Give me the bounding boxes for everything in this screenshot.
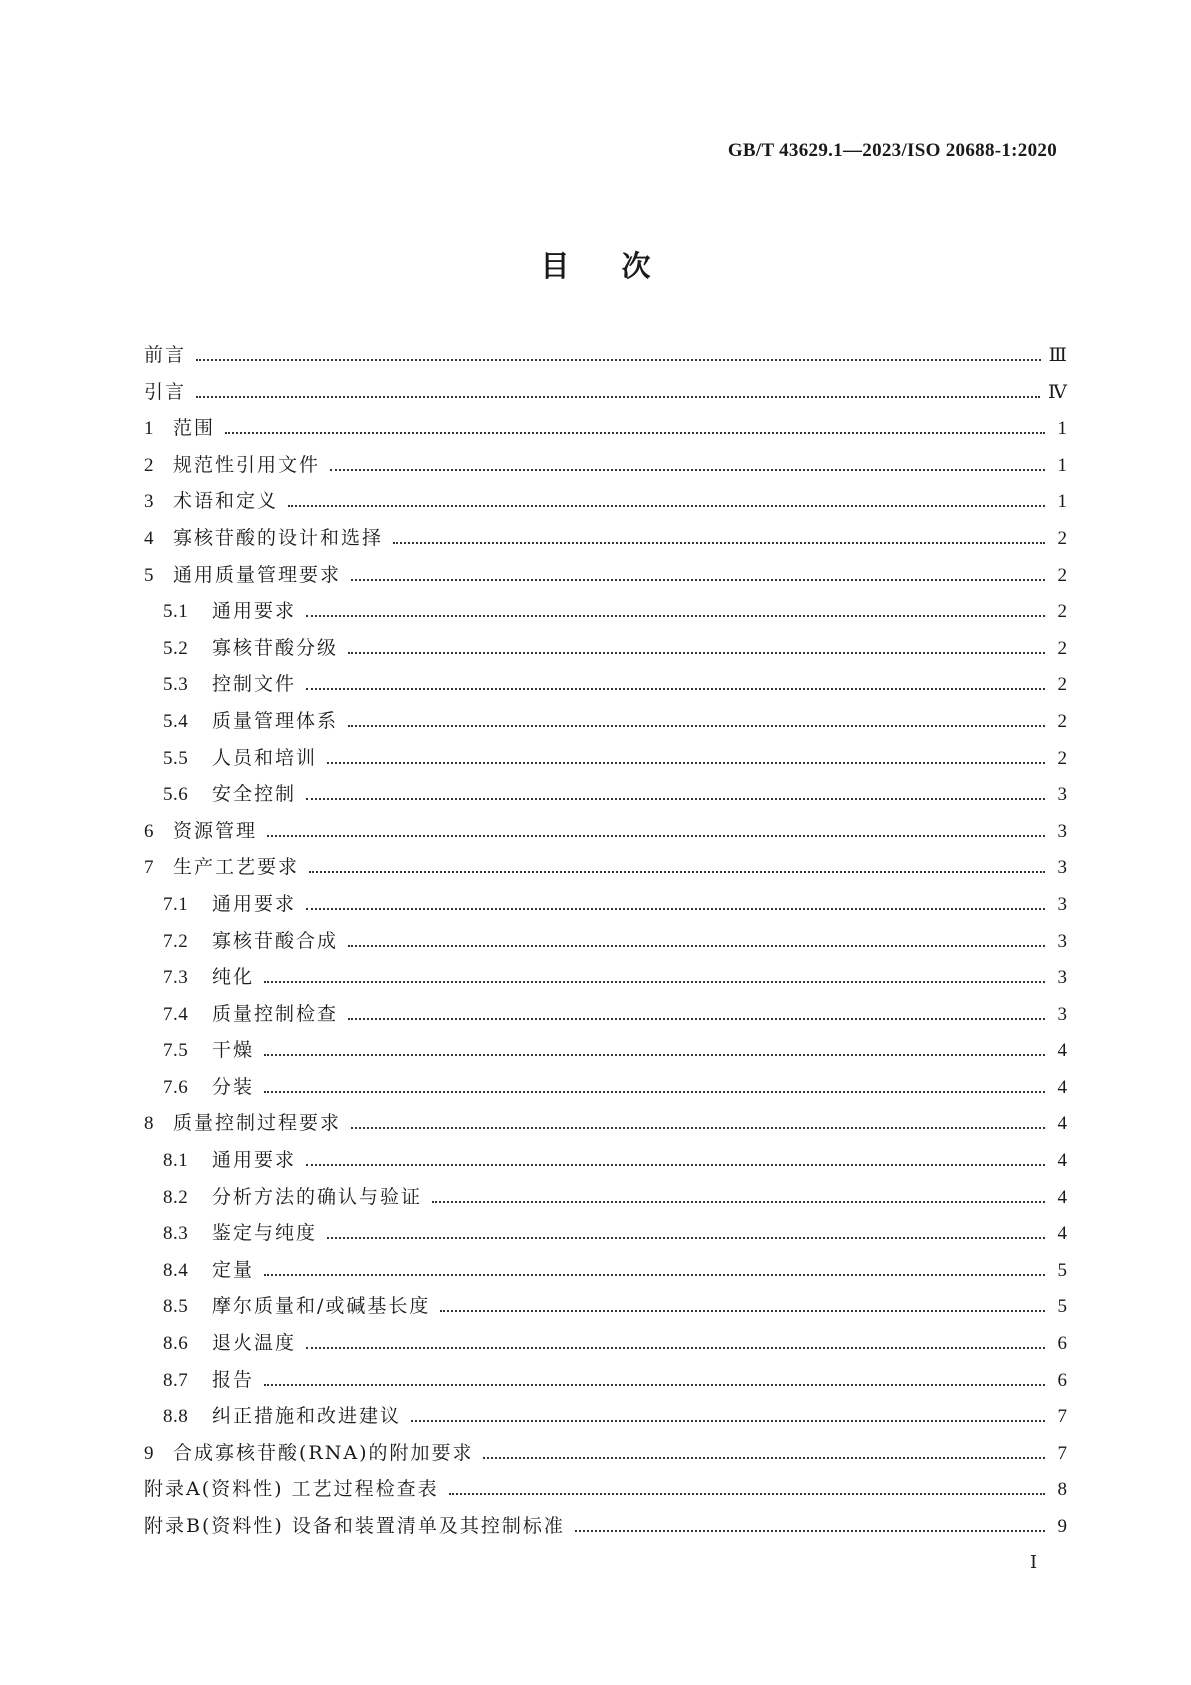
- toc-entry[interactable]: [144, 633, 1067, 670]
- toc-entry-title: 人员和培训: [212, 746, 318, 769]
- toc-dot-leader: [348, 945, 1045, 947]
- toc-entry-page: 4: [1057, 1150, 1067, 1172]
- toc-entry-title: 质量控制检查: [212, 1002, 339, 1025]
- toc-dot-leader: [449, 1493, 1045, 1495]
- toc-dot-leader: [288, 505, 1045, 507]
- page-number: Ⅰ: [1030, 1552, 1038, 1572]
- toc-entry-page: 1: [1057, 454, 1067, 476]
- toc-entry-number: 5.1: [163, 601, 189, 623]
- toc-entry-number: 7.5: [163, 1040, 189, 1062]
- toc-entry-page: Ⅲ: [1048, 345, 1067, 366]
- table-of-contents: [144, 340, 1067, 1548]
- toc-dot-leader: [264, 981, 1045, 983]
- toc-dot-leader: [306, 1347, 1045, 1349]
- toc-entry-page: 3: [1057, 930, 1067, 952]
- toc-entry-page: 3: [1057, 893, 1067, 915]
- toc-entry-title: 分装: [212, 1075, 255, 1098]
- toc-entry-title: 定量: [212, 1258, 255, 1281]
- toc-entry-title: 附录A(资料性) 工艺过程检查表: [144, 1478, 439, 1501]
- toc-entry-number: 5.3: [163, 674, 189, 696]
- toc-entry-number: 5.6: [163, 784, 189, 806]
- toc-entry-number: 8.8: [163, 1406, 189, 1428]
- toc-entry-title: 鉴定与纯度: [212, 1222, 318, 1245]
- toc-entry-page: 2: [1057, 674, 1067, 696]
- toc-entry-title: 范围: [173, 417, 216, 440]
- toc-entry-title: 前言: [144, 344, 187, 366]
- toc-dot-leader: [306, 615, 1045, 617]
- toc-entry-number: 9: [144, 1442, 154, 1464]
- toc-entry[interactable]: [144, 926, 1067, 963]
- toc-dot-leader: [432, 1201, 1045, 1203]
- toc-entry-number: 7.1: [163, 893, 189, 915]
- toc-entry[interactable]: [144, 560, 1067, 597]
- toc-entry-number: 6: [144, 820, 154, 842]
- toc-entry-page: 2: [1057, 601, 1067, 623]
- toc-entry-number: 7: [144, 857, 154, 879]
- toc-entry-title: 质量管理体系: [212, 709, 339, 732]
- toc-dot-leader: [309, 871, 1045, 873]
- toc-dot-leader: [411, 1420, 1045, 1422]
- toc-entry-number: 8.2: [163, 1186, 189, 1208]
- toc-entry-page: 5: [1057, 1296, 1067, 1318]
- toc-entry-number: 7.4: [163, 1003, 189, 1025]
- toc-entry-number: 2: [144, 454, 154, 476]
- toc-entry-page: 2: [1057, 564, 1067, 586]
- toc-entry-page: 2: [1057, 527, 1067, 549]
- toc-entry[interactable]: [144, 450, 1067, 487]
- toc-dot-leader: [267, 835, 1045, 837]
- toc-entry[interactable]: [144, 1365, 1067, 1402]
- toc-entry-title: 寡核苷酸的设计和选择: [173, 526, 384, 549]
- toc-dot-leader: [330, 469, 1045, 471]
- toc-dot-leader: [264, 1274, 1045, 1276]
- toc-entry[interactable]: [144, 889, 1067, 926]
- toc-entry-page: 2: [1057, 747, 1067, 769]
- toc-entry[interactable]: [144, 706, 1067, 743]
- page-title: 目次: [540, 249, 703, 283]
- toc-entry-title: 资源管理: [173, 819, 258, 842]
- toc-dot-leader: [483, 1457, 1045, 1459]
- toc-entry-number: 5.5: [163, 747, 189, 769]
- toc-dot-leader: [196, 396, 1040, 398]
- toc-entry[interactable]: [144, 340, 1067, 377]
- toc-entry[interactable]: [144, 1474, 1067, 1511]
- toc-entry[interactable]: [144, 1511, 1067, 1548]
- toc-entry[interactable]: [144, 523, 1067, 560]
- toc-entry-page: 3: [1057, 820, 1067, 842]
- toc-entry-title: 退火温度: [212, 1332, 297, 1355]
- toc-entry-title: 合成寡核苷酸(RNA)的附加要求: [173, 1441, 474, 1464]
- toc-entry-page: Ⅳ: [1048, 381, 1067, 403]
- toc-entry-title: 寡核苷酸合成: [212, 929, 339, 952]
- toc-entry-title: 通用质量管理要求: [173, 563, 342, 586]
- toc-entry-page: 1: [1057, 491, 1067, 513]
- toc-entry-title: 安全控制: [212, 783, 297, 806]
- toc-entry-number: 3: [144, 491, 154, 513]
- toc-entry-page: 4: [1057, 1076, 1067, 1098]
- toc-entry-title: 控制文件: [212, 673, 297, 696]
- toc-entry-page: 7: [1057, 1406, 1067, 1428]
- toc-entry-number: 7.2: [163, 930, 189, 952]
- toc-entry[interactable]: [144, 962, 1067, 999]
- toc-dot-leader: [225, 432, 1045, 434]
- toc-entry-number: 8.1: [163, 1150, 189, 1172]
- toc-entry-page: 4: [1057, 1040, 1067, 1062]
- toc-entry-title: 术语和定义: [173, 490, 279, 513]
- toc-entry-number: 5.4: [163, 710, 189, 732]
- toc-entry-number: 7.6: [163, 1076, 189, 1098]
- toc-dot-leader: [348, 1018, 1045, 1020]
- toc-entry-number: 8.5: [163, 1296, 189, 1318]
- toc-dot-leader: [351, 579, 1045, 581]
- toc-entry[interactable]: [144, 596, 1067, 633]
- toc-entry-title: 通用要求: [212, 892, 297, 915]
- toc-entry-number: 5.2: [163, 637, 189, 659]
- toc-entry-title: 通用要求: [212, 1149, 297, 1172]
- toc-dot-leader: [306, 1164, 1045, 1166]
- toc-entry-title: 通用要求: [212, 600, 297, 623]
- toc-entry-page: 4: [1057, 1113, 1067, 1135]
- toc-entry-title: 纯化: [212, 966, 255, 989]
- toc-dot-leader: [196, 359, 1041, 361]
- toc-entry-page: 4: [1057, 1223, 1067, 1245]
- toc-entry-title: 寡核苷酸分级: [212, 636, 339, 659]
- toc-entry-page: 3: [1057, 967, 1067, 989]
- toc-entry-number: 8.4: [163, 1259, 189, 1281]
- toc-entry[interactable]: [144, 1072, 1067, 1109]
- toc-entry-page: 6: [1057, 1333, 1067, 1355]
- toc-entry-number: 7.3: [163, 967, 189, 989]
- toc-entry[interactable]: [144, 1035, 1067, 1072]
- toc-entry[interactable]: [144, 1182, 1067, 1219]
- toc-entry[interactable]: [144, 816, 1067, 853]
- toc-dot-leader: [306, 688, 1045, 690]
- toc-dot-leader: [348, 652, 1045, 654]
- toc-entry[interactable]: [144, 1218, 1067, 1255]
- toc-dot-leader: [264, 1091, 1045, 1093]
- toc-entry[interactable]: [144, 1145, 1067, 1182]
- toc-entry[interactable]: [144, 1291, 1067, 1328]
- toc-entry-page: 2: [1057, 710, 1067, 732]
- toc-entry[interactable]: [144, 999, 1067, 1036]
- toc-entry[interactable]: [144, 1328, 1067, 1365]
- toc-entry-page: 7: [1057, 1442, 1067, 1464]
- toc-entry-page: 3: [1057, 1003, 1067, 1025]
- toc-entry-title: 附录B(资料性) 设备和装置清单及其控制标准: [144, 1515, 565, 1537]
- toc-entry[interactable]: [144, 486, 1067, 523]
- toc-entry-title: 报告: [212, 1368, 255, 1391]
- toc-entry-number: 1: [144, 418, 154, 440]
- toc-entry-title: 引言: [144, 380, 187, 403]
- toc-entry-page: 3: [1057, 857, 1067, 879]
- toc-entry[interactable]: [144, 779, 1067, 816]
- toc-dot-leader: [348, 725, 1045, 727]
- toc-entry-number: 4: [144, 527, 154, 549]
- toc-entry-number: 8.7: [163, 1369, 189, 1391]
- toc-entry[interactable]: [144, 1401, 1067, 1438]
- toc-entry-page: 8: [1057, 1479, 1067, 1501]
- toc-entry[interactable]: [144, 743, 1067, 780]
- toc-entry[interactable]: [144, 1255, 1067, 1292]
- toc-entry-page: 3: [1057, 784, 1067, 806]
- toc-entry-page: 4: [1057, 1186, 1067, 1208]
- toc-entry[interactable]: [144, 413, 1067, 450]
- toc-entry-page: 1: [1057, 418, 1067, 440]
- toc-entry-number: 8.3: [163, 1223, 189, 1245]
- toc-dot-leader: [440, 1310, 1045, 1312]
- toc-entry-title: 干燥: [212, 1039, 255, 1062]
- toc-entry[interactable]: [144, 1438, 1067, 1475]
- toc-dot-leader: [306, 798, 1045, 800]
- toc-entry-title: 摩尔质量和/或碱基长度: [212, 1295, 431, 1318]
- toc-entry-page: 9: [1057, 1516, 1067, 1537]
- toc-dot-leader: [264, 1384, 1045, 1386]
- toc-dot-leader: [327, 762, 1045, 764]
- toc-entry-page: 2: [1057, 637, 1067, 659]
- standard-number: GB/T 43629.1—2023/ISO 20688-1:2020: [727, 140, 1057, 161]
- toc-entry-number: 5: [144, 564, 154, 586]
- toc-dot-leader: [327, 1237, 1045, 1239]
- toc-entry-title: 生产工艺要求: [173, 856, 300, 879]
- toc-dot-leader: [264, 1054, 1045, 1056]
- toc-entry-title: 分析方法的确认与验证: [212, 1185, 423, 1208]
- toc-dot-leader: [393, 542, 1045, 544]
- toc-entry[interactable]: [144, 852, 1067, 889]
- toc-entry-page: 6: [1057, 1369, 1067, 1391]
- toc-entry-title: 质量控制过程要求: [173, 1112, 342, 1135]
- toc-entry-title: 纠正措施和改进建议: [212, 1405, 402, 1428]
- toc-dot-leader: [575, 1530, 1045, 1532]
- toc-entry[interactable]: [144, 377, 1067, 414]
- toc-entry[interactable]: [144, 1108, 1067, 1145]
- toc-entry-number: 8: [144, 1113, 154, 1135]
- toc-entry-page: 5: [1057, 1259, 1067, 1281]
- toc-entry[interactable]: [144, 669, 1067, 706]
- toc-dot-leader: [306, 908, 1045, 910]
- toc-entry-number: 8.6: [163, 1333, 189, 1355]
- toc-entry-title: 规范性引用文件: [173, 453, 321, 476]
- toc-dot-leader: [351, 1127, 1045, 1129]
